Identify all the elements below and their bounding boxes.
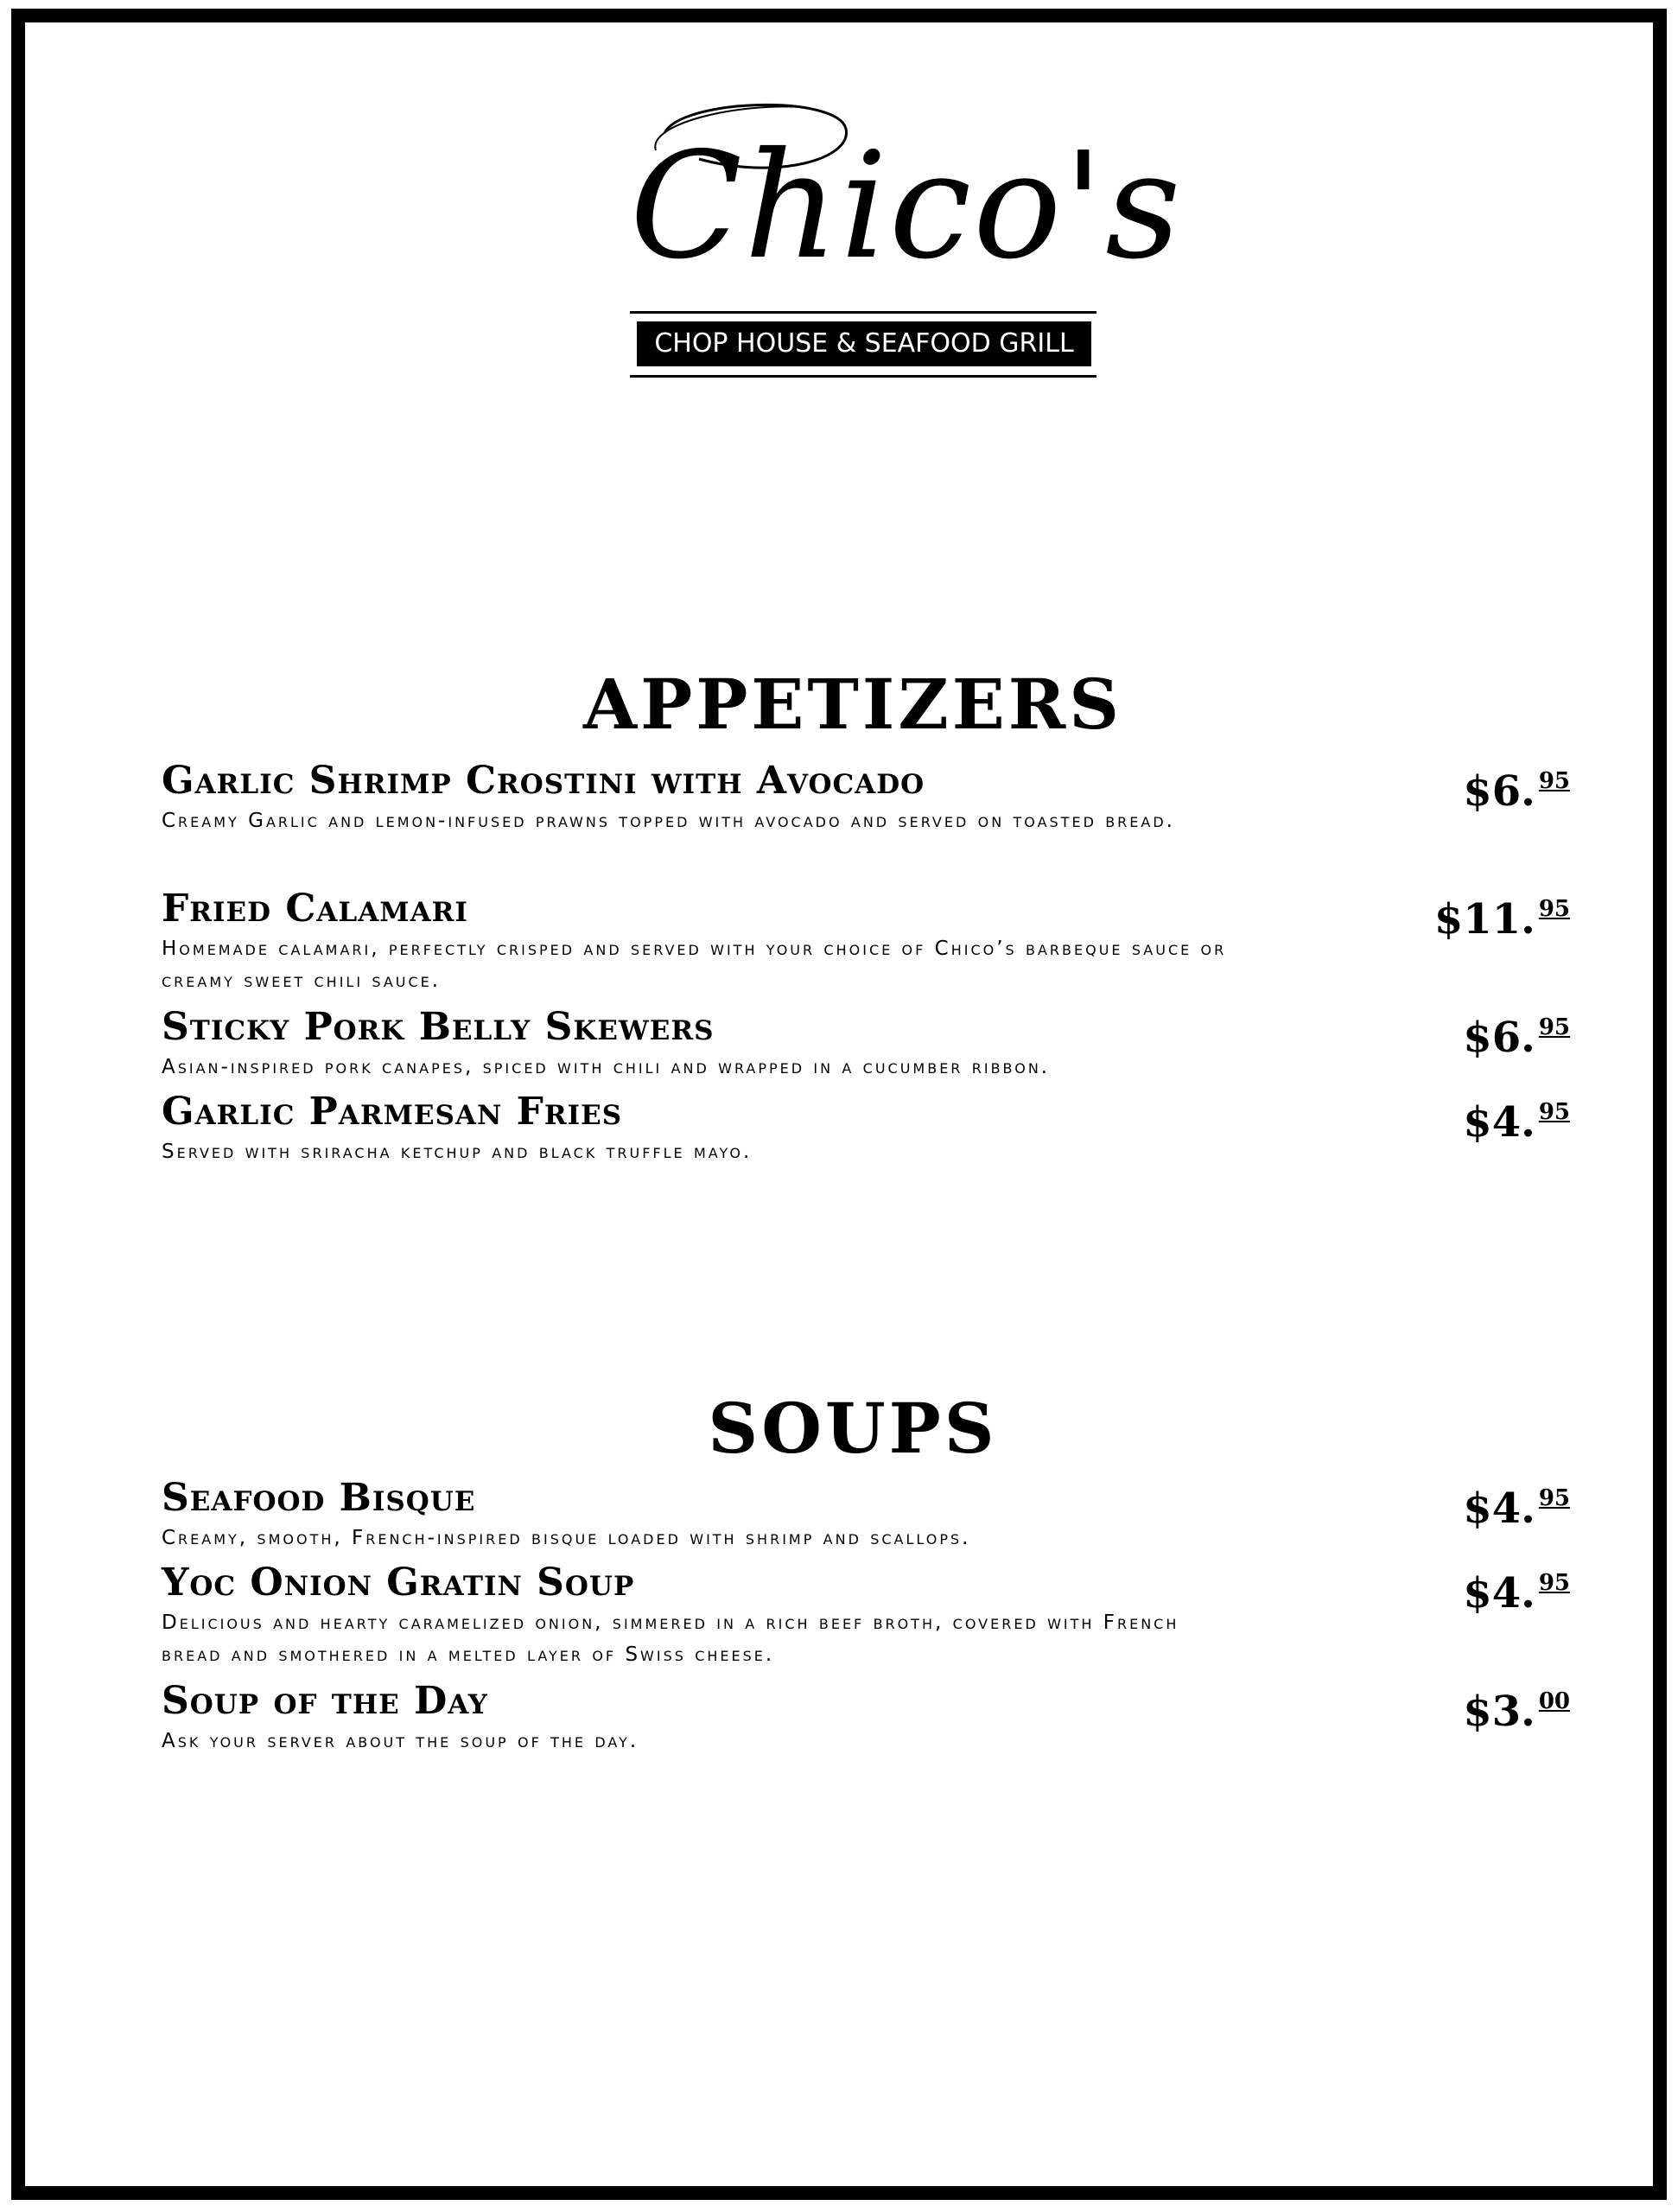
item-price — [1463, 1090, 1570, 1145]
price-dollars: $4. — [1463, 1484, 1535, 1533]
item-price — [1463, 1005, 1570, 1060]
menu-item — [162, 1005, 1570, 1084]
item-name: Sticky Pork Belly Skewers — [162, 1005, 715, 1049]
price-cents: 95 — [1538, 1570, 1570, 1596]
menu-item — [162, 1476, 1570, 1554]
price-cents: 95 — [1538, 768, 1570, 794]
menu-item — [162, 1560, 1570, 1671]
price-dollars: $6. — [1463, 1014, 1535, 1062]
restaurant-logo — [630, 99, 1183, 384]
price-dollars: $11. — [1433, 895, 1535, 944]
item-name: Fried Calamari — [162, 887, 468, 931]
item-price — [1434, 887, 1570, 942]
item-description: Creamy Garlic and lemon-infused prawns topped with avocado and served on toasted bread. — [162, 810, 1175, 832]
item-price — [1463, 1560, 1570, 1616]
item-description: Served with sriracha ketchup and black truffle mayo. — [162, 1141, 753, 1163]
menu-item — [162, 887, 1570, 997]
price-cents: 00 — [1538, 1688, 1570, 1714]
item-name: Soup of the Day — [162, 1679, 488, 1723]
section-title-appetizers: APPETIZERS — [583, 664, 1122, 745]
item-price — [1463, 1476, 1570, 1531]
price-cents: 95 — [1538, 1485, 1570, 1511]
brand-tagline: CHOP HOUSE & SEAFOOD GRILL — [637, 321, 1091, 366]
item-name: Garlic Parmesan Fries — [162, 1090, 623, 1134]
item-name: Yoc Onion Gratin Soup — [162, 1560, 635, 1605]
logo-rule-bottom — [630, 375, 1096, 378]
price-cents: 95 — [1538, 896, 1570, 922]
item-price — [1463, 1679, 1570, 1734]
price-cents: 95 — [1538, 1014, 1570, 1040]
item-description: Delicious and hearty caramelized onion, simmered in a rich beef broth, covered with French bread and smothered in a melted layer of Swiss cheese. — [162, 1611, 1179, 1666]
item-description: Asian-inspired pork canapes, spiced with chili and wrapped in a cucumber ribbon. — [162, 1056, 1051, 1078]
brand-name: Chico's — [630, 121, 1183, 292]
item-description: Homemade calamari, perfectly crisped and served with your choice of Chico’s barbeque sauce or creamy sweet chili sauce. — [162, 938, 1227, 992]
price-dollars: $6. — [1463, 767, 1535, 816]
item-price — [1463, 759, 1570, 814]
price-dollars: $4. — [1463, 1098, 1535, 1147]
item-name: Garlic Shrimp Crostini with Avocado — [162, 759, 925, 803]
section-title-soups: SOUPS — [708, 1388, 998, 1469]
price-cents: 95 — [1538, 1099, 1570, 1125]
menu-item — [162, 759, 1570, 837]
item-name: Seafood Bisque — [162, 1476, 476, 1520]
logo-rule-top — [630, 311, 1096, 314]
item-description: Creamy, smooth, French-inspired bisque loaded with shrimp and scallops. — [162, 1527, 971, 1549]
price-dollars: $3. — [1463, 1688, 1535, 1736]
menu-page — [11, 9, 1667, 2200]
price-dollars: $4. — [1463, 1569, 1535, 1618]
item-description: Ask your server about the soup of the day. — [162, 1730, 639, 1752]
menu-item — [162, 1090, 1570, 1168]
menu-item — [162, 1679, 1570, 1758]
